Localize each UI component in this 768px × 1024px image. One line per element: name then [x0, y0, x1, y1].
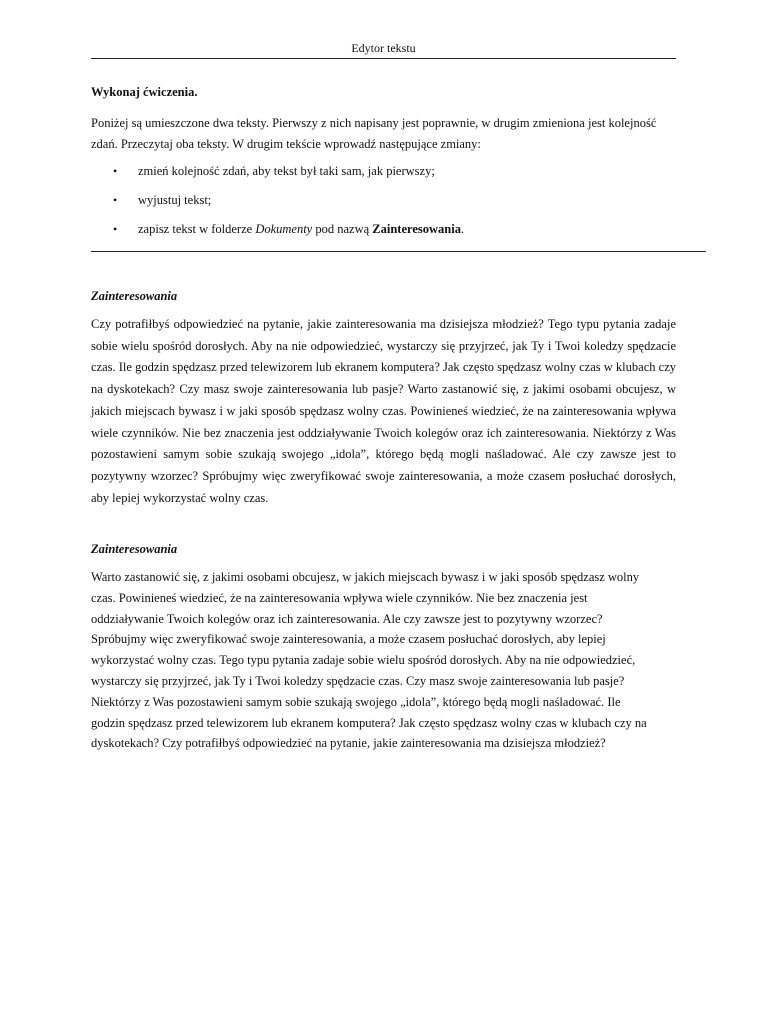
text2-body: Warto zastanowić się, z jakimi osobami obcujesz, w jakich miejscach bywasz i w jaki sposób spędzasz wolny czas. Powinieneś wiedzieć, że na zainteresowania wpływa wiele czynników. Nie bez znaczenia jest oddziaływanie Twoich kolegów oraz ich zainteresowania. Ale czy zawsze jest to pozytywny wzorzec? Spróbujmy więc zweryfikować swoje zainteresowania, a może czasem posłuchać dorosłych, aby lepiej wykorzystać wolny czas. Tego typu pytania zadaje sobie wielu spośród dorosłych. Aby na nie odpowiedzieć, wystarczy się przyjrzeć, jak Ty i Twoi koledzy spędzacie czas. Czy masz swoje zainteresowania lub pasje? Niektórzy z Was pozostawieni samym sobie szukają swojego „idola”, którego będą mogli naśladować. Ile godzin spędzasz przed telewizorem lub ekranem komputera? Jak często spędzasz wolny czas w klubach czy na dyskotekach? Czy potrafiłbyś odpowiedzieć na pytanie, jakie zainteresowania ma dzisiejsza młodzież?	[91, 570, 647, 751]
list-item-text-suffix: .	[460, 222, 465, 236]
exercise-title: Wykonaj ćwiczenia.	[91, 85, 198, 99]
folder-name: Dokumenty	[255, 222, 313, 236]
bullet-icon: •	[113, 193, 118, 207]
text1-title: Zainteresowania	[91, 289, 178, 303]
bullet-icon: •	[113, 222, 118, 236]
list-item-text: wyjustuj tekst;	[138, 193, 212, 207]
instruction-list	[91, 161, 681, 248]
text2-title: Zainteresowania	[91, 542, 178, 556]
section-divider	[91, 251, 706, 252]
list-item-text-middle: pod nazwą	[312, 222, 373, 236]
list-item-text: zmień kolejność zdań, aby tekst był taki sam, jak pierwszy;	[138, 164, 435, 178]
exercise-instructions: Poniżej są umieszczone dwa teksty. Pierwszy z nich napisany jest poprawnie, w drugim zmieniona jest kolejność zdań. Przeczytaj oba teksty. W drugim tekście wprowadź następujące zmiany:	[91, 116, 657, 151]
list-item	[91, 190, 681, 219]
list-item	[91, 161, 681, 190]
file-name: Zainteresowania	[372, 222, 461, 236]
page-header: Edytor tekstu	[91, 40, 676, 59]
text1-body: Czy potrafiłbyś odpowiedzieć na pytanie, jakie zainteresowania ma dzisiejsza młodzież? Tego typu pytania zadaje sobie wielu spośród dorosłych. Aby na nie odpowiedzieć, wystarczy się przyjrzeć, jak Ty i Twoi koledzy spędzacie czas. Ile godzin spędzasz przed telewizorem lub ekranem komputera? Jak często spędzasz wolny czas w klubach czy na dyskotekach? Czy masz swoje zainteresowania lub pasje? Warto zastanowić się, z jakimi osobami obcujesz, w jakich miejscach bywasz i w jaki sposób spędzasz wolny czas. Powinieneś wiedzieć, że na zainteresowania wpływa wiele czynników. Nie bez znaczenia jest oddziaływanie Twoich kolegów oraz ich zainteresowania. Niektórzy z Was pozostawieni samym sobie szukają swojego „idola”, którego będą mogli naśladować. Ale czy zawsze jest to pozytywny wzorzec? Spróbujmy więc zweryfikować swoje zainteresowania, a może czasem posłuchać dorosłych, aby lepiej wykorzystać wolny czas.	[91, 317, 676, 505]
list-item	[91, 219, 681, 248]
list-item-text-prefix: zapisz tekst w folderze	[138, 222, 256, 236]
bullet-icon: •	[113, 164, 118, 178]
